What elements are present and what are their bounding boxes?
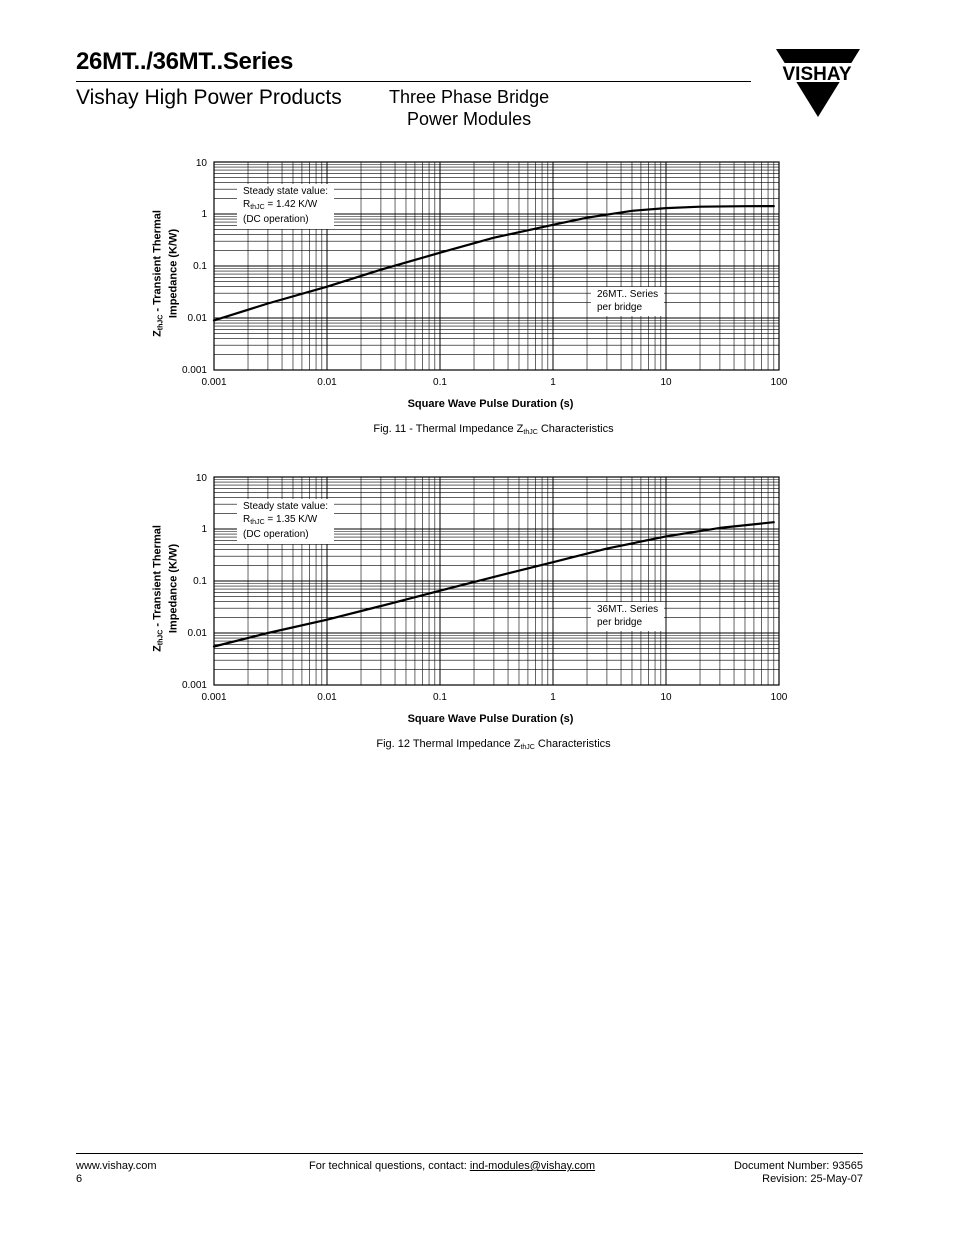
footer-website[interactable]: www.vishay.com <box>76 1160 157 1172</box>
product-type-line1: Three Phase Bridge <box>389 87 550 107</box>
logo-text: VISHAY <box>782 64 852 85</box>
fig11-steady-state-note: Steady state value: $R_{thJC} = 1.42$ K/W (DC operation) <box>237 184 334 229</box>
fig12-ytick-1: 1 <box>201 524 207 535</box>
fig11-xtick-100: 100 <box>770 377 788 388</box>
company-name: Vishay High Power Products <box>76 86 342 109</box>
footer-contact-email-link[interactable]: ind-modules@vishay.com <box>469 1160 596 1172</box>
fig12-ytick-10: 10 <box>195 473 207 484</box>
fig12-xtick-0.1: 0.1 <box>433 692 447 703</box>
footer-revision: Revision: 25-May-07 <box>762 1173 863 1185</box>
fig12-xtick-1: 1 <box>550 692 556 703</box>
fig11-caption: Fig. 11 - Thermal Impedance $Z_{thJC}$ Characteristics <box>373 423 614 436</box>
fig12-caption: Fig. 12 Thermal Impedance $Z_{thJC}$ Characteristics <box>376 738 611 751</box>
fig12-series-note: 36MT.. Series per bridge <box>591 602 664 631</box>
fig12-ylabel: $Z_{thJC}$ - Transient Thermal Impedance (K/W) <box>151 525 180 652</box>
fig11-ylabel: $Z_{thJC}$ - Transient Thermal Impedance (K/W) <box>151 210 180 337</box>
fig11-xtick-1: 1 <box>550 377 556 388</box>
footer-page-number: 6 <box>76 1173 83 1185</box>
header-rule <box>76 81 751 82</box>
fig12-ytick-0.01: 0.01 <box>187 628 207 639</box>
fig11-xtick-0.1: 0.1 <box>433 377 447 388</box>
footer-rule <box>76 1153 863 1154</box>
fig12-xlabel: Square Wave Pulse Duration (s) <box>407 713 574 725</box>
fig11-ytick-0.01: 0.01 <box>187 313 207 324</box>
fig11-ytick-1: 1 <box>201 209 207 220</box>
fig12-xtick-10: 10 <box>660 692 672 703</box>
footer-contact <box>309 1160 595 1173</box>
product-type <box>389 86 549 130</box>
fig11-xlabel: Square Wave Pulse Duration (s) <box>407 398 574 410</box>
fig12-xtick-0.001: 0.001 <box>201 692 227 703</box>
fig12-xtick-100: 100 <box>770 692 788 703</box>
footer-left <box>76 1160 156 1186</box>
document-title: 26MT../36MT..Series <box>76 48 294 75</box>
fig11-xtick-0.001: 0.001 <box>201 377 227 388</box>
footer-contact-text: For technical questions, contact: <box>309 1160 470 1172</box>
fig11-xtick-10: 10 <box>660 377 672 388</box>
footer-right <box>734 1160 863 1186</box>
product-type-line2: Power Modules <box>407 109 532 129</box>
fig12-xtick-0.01: 0.01 <box>317 692 337 703</box>
footer-document-number: Document Number: 93565 <box>733 1160 863 1172</box>
fig11-ytick-0.001: 0.001 <box>181 365 207 376</box>
fig12-ytick-0.1: 0.1 <box>193 576 207 587</box>
fig11-ytick-0.1: 0.1 <box>193 261 207 272</box>
fig11-ytick-10: 10 <box>195 158 207 169</box>
fig12-ytick-0.001: 0.001 <box>181 680 207 691</box>
vishay-logo <box>770 46 866 120</box>
fig12-steady-state-note: Steady state value: $R_{thJC} = 1.35$ K/W (DC operation) <box>237 499 334 544</box>
fig11-xtick-0.01: 0.01 <box>317 377 337 388</box>
fig11-series-note: 26MT.. Series per bridge <box>591 287 664 316</box>
